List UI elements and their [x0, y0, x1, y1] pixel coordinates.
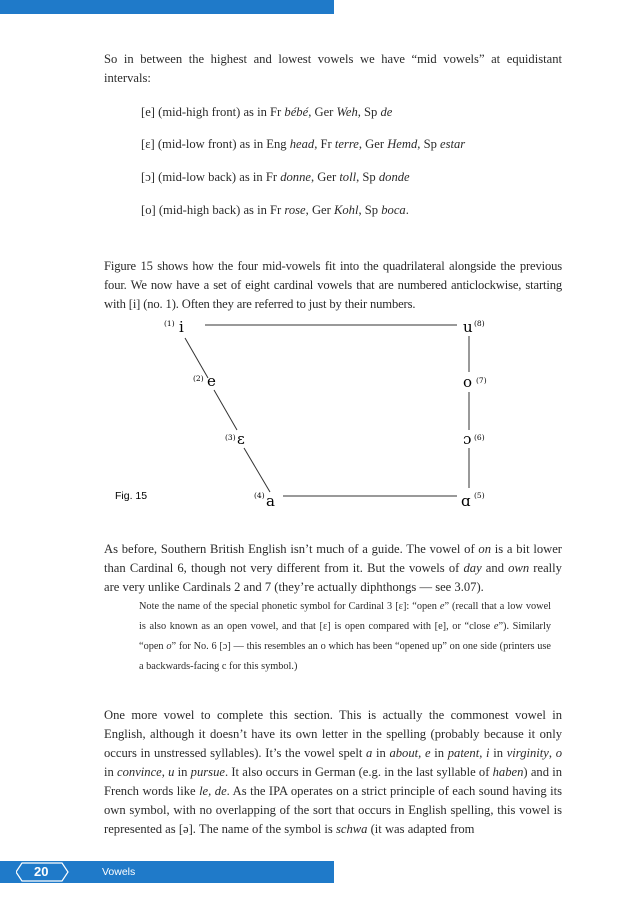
- example-word: u: [168, 765, 175, 779]
- section-label: Vowels: [102, 866, 136, 878]
- vowel-symbol-open-e: ɛ: [237, 430, 245, 448]
- example-word: rose: [284, 203, 306, 217]
- example-word: estar: [440, 137, 466, 151]
- vowel-quadrilateral-figure: [0, 310, 639, 515]
- vowel-symbol-open-o: ɔ: [463, 430, 472, 448]
- vowel-desc: (mid-low front) as in Eng: [154, 137, 290, 151]
- figure-intro-paragraph: Figure 15 shows how the four mid-vowels fit into the quadrilateral alongside the previous four. We now have a set of eight cardinal vowels that are numbered anticlockwise, starting with [i] (no. 1). Often they are referred to just by their numbers.: [104, 259, 562, 311]
- text-run: Note the name of the special phonetic symbol for Cardinal 3 [ɛ]: “open: [139, 601, 440, 612]
- vowel-number-3: (3): [225, 433, 236, 442]
- intro-paragraph: So in between the highest and lowest vowels we have “mid vowels” at equidistant intervals:: [104, 52, 562, 85]
- example-word: e: [424, 746, 431, 760]
- note-paragraph: [139, 597, 551, 677]
- text-run: ,: [161, 765, 169, 779]
- vowel-desc: (mid-high back) as in Fr: [155, 203, 285, 217]
- vowel-symbol-u: u: [463, 318, 473, 336]
- front-edge-line-1: [185, 338, 208, 378]
- figure-caption: Fig. 15: [115, 490, 148, 502]
- text-run: in: [372, 746, 390, 760]
- vowel-desc: (mid-high front) as in Fr: [154, 105, 285, 119]
- front-edge-line-2: [214, 390, 237, 430]
- text-run: . As the IPA operates on a strict principle of each sound having its own symbol, with no overlapping of the sort that occurs in English spelling, this vowel is represented as [ə]. The name of the symbol is: [104, 784, 562, 836]
- example-word: i: [486, 746, 490, 760]
- vowel-symbol-e: e: [207, 372, 216, 390]
- text-run: ) and in French words like: [104, 765, 563, 798]
- separator: .: [405, 203, 409, 217]
- vowel-number-5: (5): [474, 491, 485, 500]
- example-word: convince: [117, 765, 162, 779]
- vowel-symbol-o: o: [463, 373, 473, 391]
- vowel-number-4: (4): [254, 491, 265, 500]
- separator: , Ger: [305, 203, 334, 217]
- front-edge-line-3: [244, 448, 270, 492]
- separator: , Sp: [417, 137, 441, 151]
- example-letter: o: [166, 641, 172, 652]
- example-word: Weh: [336, 105, 358, 119]
- example-letter: e: [439, 601, 445, 612]
- example-word: haben: [492, 765, 524, 779]
- vowel-desc: (mid-low back) as in Fr: [154, 170, 281, 184]
- vowel-symbol-script-a: ɑ: [461, 492, 471, 510]
- text-run: ” for No. 6 [ɔ] — this resembles an o which has been “opened up” on one side (printers use a backwards-facing c for this symbol.): [139, 641, 551, 672]
- text-run: (it was adapted from: [367, 822, 475, 836]
- vowel-number-2: (2): [193, 374, 204, 383]
- example-word: a: [366, 746, 373, 760]
- separator: , Fr: [314, 137, 335, 151]
- example-word: own: [508, 561, 530, 575]
- vowel-symbol: [o]: [141, 203, 156, 217]
- schwa-paragraph: [104, 706, 562, 839]
- text-run: is a bit lower than Cardinal 6, though not very different from it. But the vowels of: [104, 542, 562, 575]
- text-run: . It also occurs in German (e.g. in the last syllable of: [224, 765, 493, 779]
- example-word: donde: [378, 170, 410, 184]
- vowel-line-e: [141, 103, 392, 122]
- example-word: on: [478, 542, 491, 556]
- separator: , Sp: [357, 105, 381, 119]
- vowel-symbol-i: i: [179, 318, 184, 336]
- example-word: pursue: [190, 765, 225, 779]
- text-run: As before, Southern British English isn’t much of a guide. The vowel of: [104, 542, 479, 556]
- vowel-line-open-e: [141, 135, 465, 154]
- example-word: head: [289, 137, 315, 151]
- vowel-number-6: (6): [474, 433, 485, 442]
- example-word: day: [463, 561, 482, 575]
- text-run: really are very unlike Cardinals 2 and 7 (they’re actually diphthongs — see 3.07).: [104, 561, 562, 594]
- text-run: ,: [418, 746, 425, 760]
- text-run: One more vowel to complete this section. This is actually the commonest vowel in English, although it doesn’t have its own letter in the spelling (probably because it only occurs in unstressed syllables). It’s the vowel spelt: [104, 708, 562, 760]
- before-paragraph: [104, 540, 562, 597]
- vowel-line-o: [141, 201, 409, 220]
- vowel-symbol-a: a: [266, 492, 275, 510]
- example-word: Hemd: [387, 137, 418, 151]
- separator: , Sp: [358, 203, 382, 217]
- text-run: ” (recall that a low vowel is also known as an open vowel, and that [ɛ] is open compared with [e], or “close: [139, 601, 551, 632]
- vowel-number-7: (7): [476, 376, 487, 385]
- example-word: patent: [447, 746, 480, 760]
- separator: , Ger: [358, 137, 388, 151]
- text-run: in: [174, 765, 191, 779]
- example-word: o: [555, 746, 563, 760]
- separator: , Ger: [310, 170, 340, 184]
- page-number: 20: [34, 864, 49, 879]
- separator: , Sp: [356, 170, 379, 184]
- top-accent-bar: [0, 0, 334, 14]
- text-run: ”). Similarly “open: [139, 621, 551, 652]
- vowel-symbol: [ɔ]: [141, 170, 155, 184]
- text-run: and: [481, 561, 509, 575]
- example-letter: e: [493, 621, 499, 632]
- text-run: ,: [548, 746, 556, 760]
- text-run: in: [430, 746, 448, 760]
- text-run: ,: [479, 746, 487, 760]
- example-word: terre: [334, 137, 359, 151]
- vowel-symbol: [ɛ]: [141, 137, 155, 151]
- vowel-line-open-o: [141, 168, 410, 187]
- example-word: Kohl: [333, 203, 359, 217]
- example-word: schwa: [335, 822, 368, 836]
- example-word: toll: [339, 170, 357, 184]
- text-run: in: [489, 746, 507, 760]
- vowel-number-1: (1): [164, 319, 175, 328]
- separator: , Ger: [308, 105, 337, 119]
- text-run: in: [104, 765, 118, 779]
- example-word: boca: [381, 203, 406, 217]
- example-word: virginity: [506, 746, 549, 760]
- example-word: donne: [280, 170, 311, 184]
- example-word: bébé: [284, 105, 309, 119]
- example-word: de: [380, 105, 393, 119]
- vowel-number-8: (8): [474, 319, 485, 328]
- example-word: about: [389, 746, 419, 760]
- example-word: le, de: [199, 784, 227, 798]
- vowel-symbol: [e]: [141, 105, 155, 119]
